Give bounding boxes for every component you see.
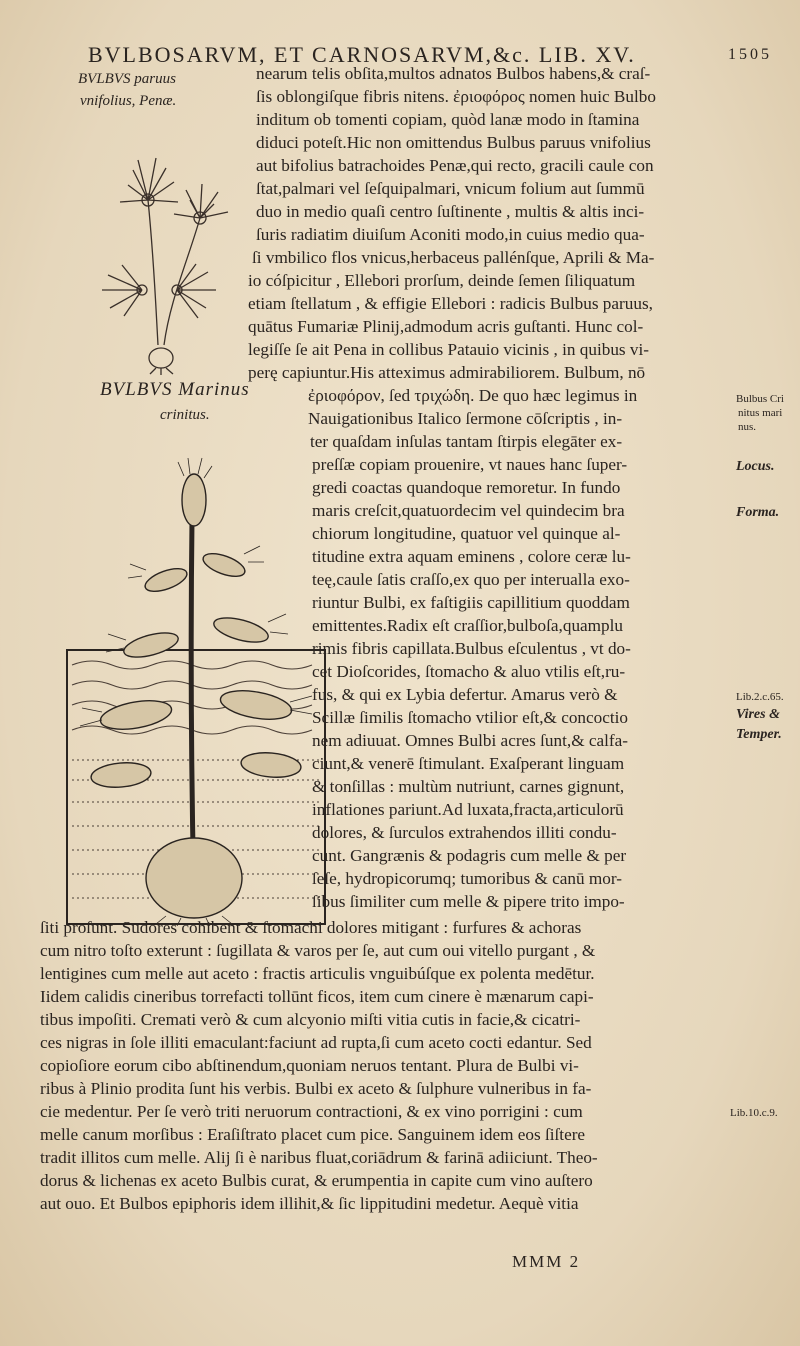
text-line: Nauigationibus Italico ſermone cōſcriptis , in- [308, 409, 623, 428]
label-bulbus-marinus: BVLBVS Marinus [100, 379, 250, 400]
bulbus-parvus-illustration [78, 140, 238, 375]
margin-note-forma: Forma. [736, 505, 780, 520]
margin-note-temper: Temper. [736, 727, 782, 742]
margin-note-bulbus-crinitus-3: nus. [738, 421, 757, 433]
text-line: cunt. Gangrænis & podagris cum melle & per [312, 846, 627, 865]
text-line: tradit illitos cum melle. Alij ſi è naribus fluat,coriādrum & farinā adiiciunt. Theo- [40, 1148, 598, 1167]
text-line: chiorum longitudine, quatuor vel quinque al- [312, 524, 621, 543]
text-line: cie medentur. Per ſe verò triti neruorum contractioni, & ex vino porrigini : cum [40, 1102, 583, 1121]
margin-note-ref-lib10: Lib.10.c.9. [730, 1107, 778, 1119]
signature-mark: MMM 2 [512, 1252, 581, 1271]
text-line: quātus Fumariæ Plinij,admodum acris guſtanti. Hunc col- [248, 317, 644, 336]
text-line: Scillæ ſimilis ſtomacho vtilior eſt,& concoctio [312, 708, 629, 727]
text-line: inditum ob tomenti copiam, quòd lanæ modo in ſtamina [256, 110, 640, 129]
text-line: lentigines cum melle aut aceto : fractis articulis vnguibúſque ex polenta medētur. [40, 964, 595, 983]
text-line: ciunt,& venerē ſtimulant. Exaſperant linguam [312, 754, 625, 773]
text-line: ribus à Plinio prodita ſunt his verbis. Bulbi ex aceto & ſulphure vulneribus in fa- [40, 1079, 592, 1098]
margin-note-ref-lib2: Lib.2.c.65. [736, 691, 784, 703]
text-line: ſi vmbilico flos vnicus,herbaceus pallénſque, Aprili & Ma- [252, 248, 655, 267]
text-line: ces nigras in ſole illiti emaculant:faciunt ad rupta,ſi cum aceto cocti edantur. Sed [40, 1033, 592, 1052]
text-line: & tonſillas : multùm nutriunt, carnes gignunt, [312, 777, 625, 796]
margin-note-locus: Locus. [736, 459, 775, 474]
text-line: preſſæ copiam prouenire, vt naues hanc ſuper- [312, 455, 628, 474]
text-line: Iidem calidis cineribus torrefacti tollūnt ficos, item cum cinere è mænarum capi- [40, 987, 594, 1006]
label-bulbus-parvus: BVLBVS paruus [78, 71, 176, 87]
text-line: nem adiuuat. Omnes Bulbi acres ſunt,& calfa- [312, 731, 628, 750]
text-line: legiſſe ſe ait Pena in collibus Patauio vicinis , in quibus vi- [248, 340, 649, 359]
text-line: melle canum morſibus : Eraſiſtrato placet cum pice. Sanguinem idem eos ſiſtere [40, 1125, 586, 1144]
text-line: diduci poteſt.Hic non omittendus Bulbus paruus vnifolius [256, 133, 651, 152]
margin-note-bulbus-crinitus-2: nitus mari [738, 407, 783, 419]
text-line: duo in medio quaſi centro ſuſtinente , multis & altis inci- [256, 202, 645, 221]
text-line: maris creſcit,quatuordecim vel quindecim bra [312, 501, 625, 520]
text-line: inflationes pariunt.Ad luxata,fracta,articulorū [312, 800, 624, 819]
text-line: dorus & lichenas ex aceto Bulbis curat, & erumpentia in capite cum vino auſtero [40, 1171, 593, 1190]
text-line: ſiti proſunt. Sudores cohibent & ſtomachi dolores mitigant : furfures & achoras [40, 918, 582, 937]
text-line: titudine extra aquam eminens , colore ceræ lu- [312, 547, 631, 566]
text-line: nearum telis obſita,multos adnatos Bulbos habens,& craſ- [256, 64, 651, 83]
text-line: ſibus ſimiliter cum melle & pipere trito impo- [312, 892, 625, 911]
text-line: etiam ſtellatum , & effigie Ellebori : radicis Bulbus paruus, [248, 294, 653, 313]
text-line: ſtat,palmari vel ſeſquipalmari, vnicum folium aut ſummū [256, 179, 645, 198]
text-line: aut bifolius batrachoides Penæ,qui recto, gracili caule con [256, 156, 654, 175]
text-line: gredi coactas quandoque remoretur. In fundo [312, 478, 621, 497]
text-line: ſeſe, hydropicorumq; tumoribus & canū mor- [312, 869, 622, 888]
label-bulbus-parvus-2: vnifolius, Penæ. [80, 93, 177, 109]
text-line: fus, & qui ex Lybia defertur. Amarus verò & [312, 685, 618, 704]
text-line: dolores, & ſurculos extrahendos illiti condu- [312, 823, 617, 842]
label-bulbus-marinus-2: crinitus. [160, 407, 210, 423]
margin-note-vires: Vires & [736, 707, 780, 722]
text-line: ἐριοφόρον, ſed τριχώδη. De quo hæc legimus in [308, 386, 638, 405]
text-line: tibus impoſiti. Cremati verò & cum alcyonio miſti vitia cutis in facie,& cicatri- [40, 1010, 581, 1029]
text-line: io cóſpicitur , Ellebori prorſum, deinde ſemen ſiliquatum [248, 271, 636, 290]
bulbus-marinus-illustration [66, 430, 328, 926]
running-title: BVLBOSARVM, ET CARNOSARVM,&c. LIB. XV. [88, 42, 636, 67]
text-line: riuntur Bulbi, ex faſtigiis capillitium quoddam [312, 593, 630, 612]
text-line: aut ouo. Et Bulbos epiphoris idem illihit,& ſic lippitudini medetur. Aequè vitia [40, 1194, 579, 1213]
text-line: perę capiuntur.His atteximus admirabiliorem. Bulbum, nō [248, 363, 646, 382]
text-line: copioſiore eorum cibo abſtinendum,quoniam neruos tentant. Plura de Bulbi vi- [40, 1056, 579, 1075]
text-line: emittentes.Radix eſt craſſior,bulboſa,quamplu [312, 616, 623, 635]
text-line: teę,caule ſatis craſſo,ex quo per interualla exo- [312, 570, 630, 589]
text-line: ter quaſdam inſulas tantam ſtirpis elegāter ex- [310, 432, 623, 451]
text-line: rimis fibris capillata.Bulbus eſculentus , vt do- [312, 639, 631, 658]
page-number: 1505 [728, 46, 772, 63]
text-line: ſis oblongiſque fibris nitens. ἐριοφόρος nomen huic Bulbo [256, 87, 656, 106]
text-line: ſuris radiatim diuiſum Aconiti modo,in cuius medio qua- [256, 225, 645, 244]
text-line: cum nitro toſto exterunt : ſugillata & varos per ſe, aut cum oui vitello purgant , & [40, 941, 596, 960]
margin-note-bulbus-crinitus: Bulbus Cri [736, 393, 784, 405]
text-line: cet Dioſcorides, ſtomacho & aluo vtilis eſt,ru- [312, 662, 626, 681]
